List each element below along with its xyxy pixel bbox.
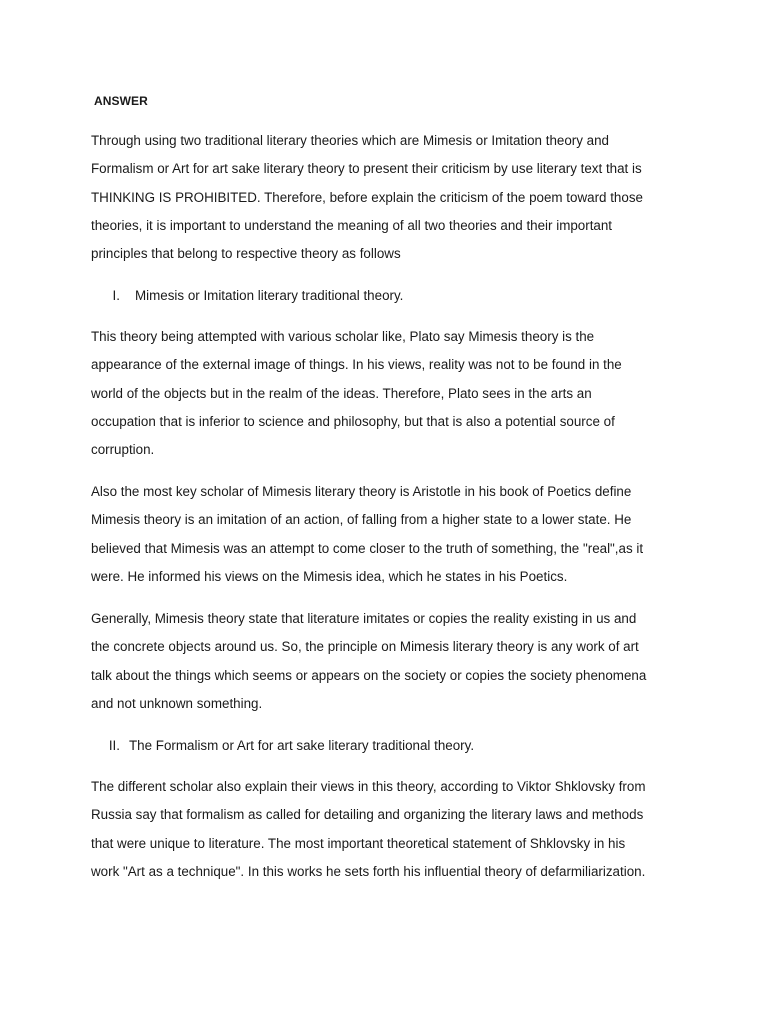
paragraph-line: the concrete objects around us. So, the principle on Mimesis literary theory is any work of art — [91, 639, 639, 655]
section-numeral: II. — [108, 738, 120, 753]
answer-heading: ANSWER — [94, 94, 148, 108]
aristotle-paragraph — [91, 478, 691, 591]
paragraph-line: Through using two traditional literary theories which are Mimesis or Imitation theory and — [91, 133, 610, 148]
paragraph-line: Also the most key scholar of Mimesis literary theory is Aristotle in his book of Poetics define — [91, 484, 632, 499]
paragraph-line: believed that Mimesis was an attempt to come closer to the truth of something, the "real",as it — [91, 540, 644, 556]
paragraph-line: work "Art as a technique". In this works he sets forth his influential theory of defarmiliarization. — [91, 863, 646, 879]
intro-paragraph — [91, 127, 691, 268]
paragraph-line: THINKING IS PROHIBITED. Therefore, before explain the criticism of the poem toward those — [91, 189, 643, 205]
paragraph-line: that were unique to literature. The most important theoretical statement of Shklovsky in his — [91, 835, 626, 851]
paragraph-line: occupation that is inferior to science and philosophy, but that is also a potential source of — [91, 413, 615, 429]
section-numeral: I. — [112, 288, 120, 303]
paragraph-line: principles that belong to respective theory as follows — [91, 246, 401, 262]
plato-paragraph — [91, 323, 691, 464]
general-paragraph — [91, 605, 691, 718]
paragraph-line: were. He informed his views on the Mimesis idea, which he states in his Poetics. — [91, 568, 568, 584]
paragraph-line: Generally, Mimesis theory state that literature imitates or copies the reality existing in us and — [91, 611, 637, 626]
paragraph-line: Russia say that formalism as called for detailing and organizing the literary laws and methods — [91, 807, 644, 823]
paragraph-line: This theory being attempted with various scholar like, Plato say Mimesis theory is the — [91, 329, 595, 344]
paragraph-line: and not unknown something. — [91, 695, 263, 711]
section-title: The Formalism or Art for art sake literary traditional theory. — [129, 738, 475, 753]
paragraph-line: Formalism or Art for art sake literary theory to present their criticism by use literary text that is — [91, 161, 642, 177]
paragraph-line: appearance of the external image of things. In his views, reality was not to be found in the — [91, 357, 622, 373]
section-title: Mimesis or Imitation literary traditional theory. — [135, 288, 404, 303]
paragraph-line: corruption. — [91, 442, 155, 458]
paragraph-line: theories, it is important to understand the meaning of all two theories and their important — [91, 217, 613, 233]
paragraph-line: Mimesis theory is an imitation of an action, of falling from a higher state to a lower state. He — [91, 512, 632, 528]
paragraph-line: talk about the things which seems or appears on the society or copies the society phenomena — [91, 667, 647, 683]
paragraph-line: world of the objects but in the realm of the ideas. Therefore, Plato sees in the arts an — [91, 385, 592, 401]
formalism-paragraph — [91, 773, 691, 886]
paragraph-line: The different scholar also explain their views in this theory, according to Viktor Shklovsky from — [91, 779, 646, 794]
